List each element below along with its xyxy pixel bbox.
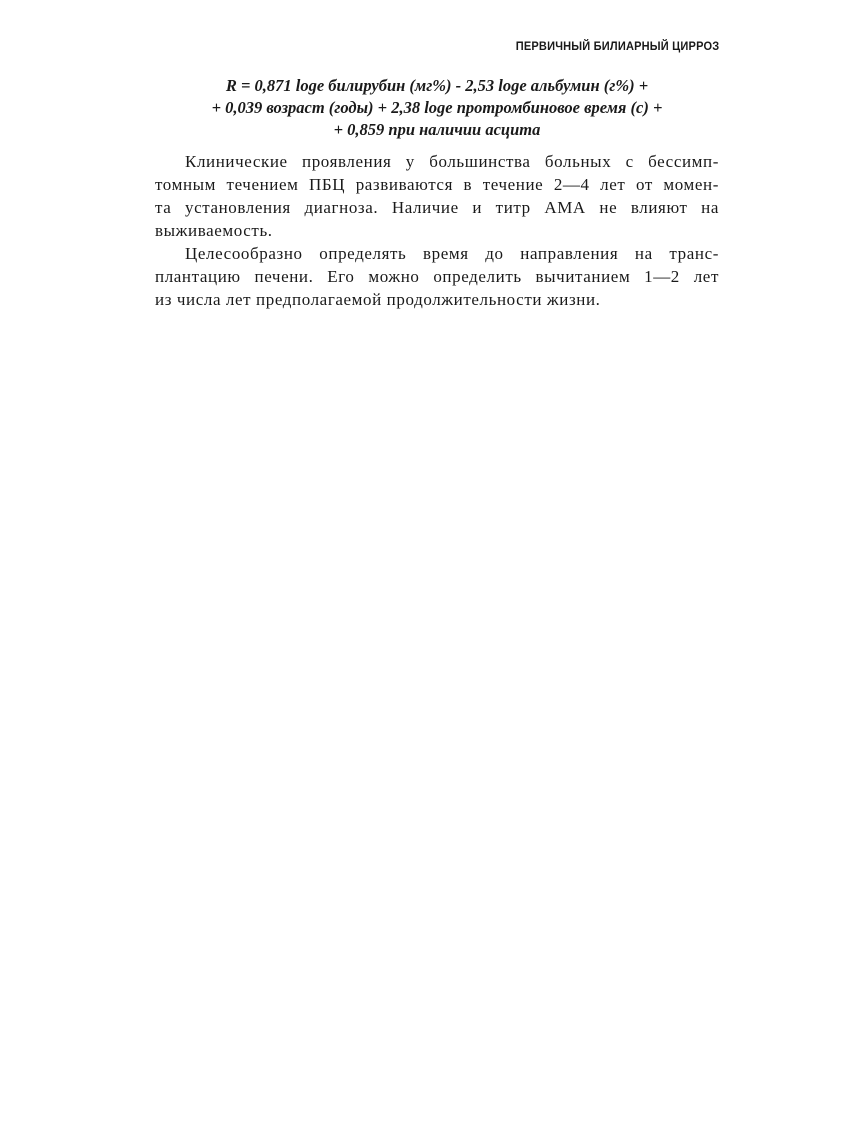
text-line: Клинические проявления у большинства больных с бессимп- <box>185 152 719 171</box>
text-line: из числа лет предполагаемой продолжительности жизни. <box>155 290 601 309</box>
formula-line: R = 0,871 loge билирубин (мг%) - 2,53 loge альбумин (г%) + <box>225 76 649 95</box>
body-text <box>155 150 719 311</box>
formula-line: + 0,039 возраст (годы) + 2,38 loge протромбиновое время (с) + <box>211 98 663 117</box>
text-line: выживаемость. <box>155 221 273 240</box>
text-line: Целесообразно определять время до направления на транс- <box>185 244 719 263</box>
paragraph-clinical-manifestations <box>155 150 719 242</box>
formula-line: + 0,859 при наличии асцита <box>333 120 541 139</box>
text-line: плантацию печени. Его можно определить вычитанием 1—2 лет <box>155 267 719 286</box>
prognosis-formula <box>155 75 719 141</box>
text-line: томным течением ПБЦ развиваются в течение 2—4 лет от момен- <box>155 175 719 194</box>
paragraph-transplant-timing <box>155 242 719 311</box>
running-head: ПЕРВИЧНЫЙ БИЛИАРНЫЙ ЦИРРОЗ <box>515 39 719 53</box>
text-line: та установления диагноза. Наличие и титр АМА не влияют на <box>155 198 719 217</box>
